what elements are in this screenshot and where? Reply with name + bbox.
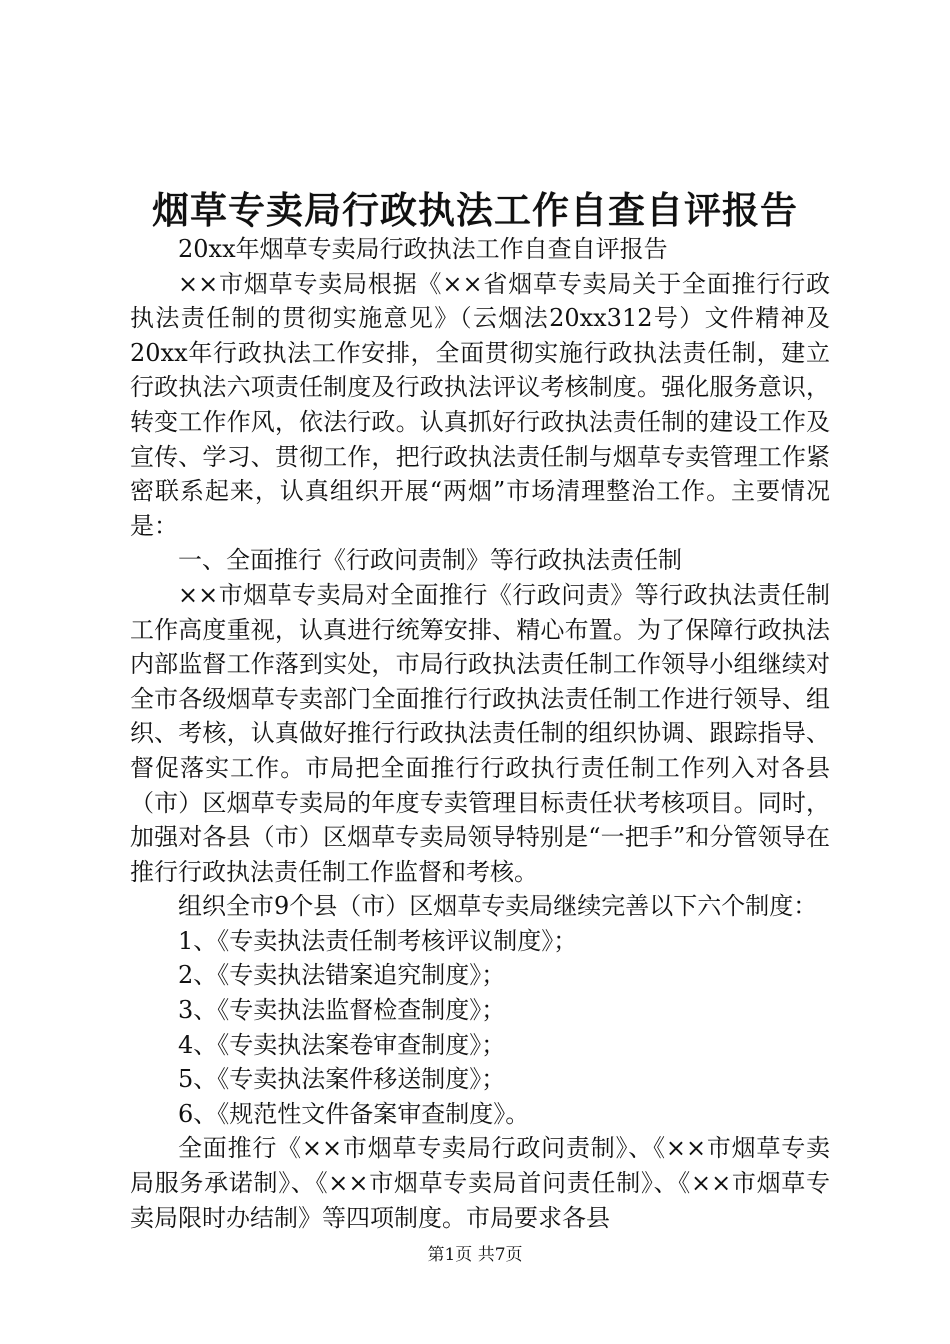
list-item: 4、《专卖执法案卷审查制度》； (178, 1030, 506, 1059)
list-item: 6、《规范性文件备案审查制度》。 (178, 1099, 530, 1128)
document-body (130, 232, 830, 1235)
list-item: 3、《专卖执法监督检查制度》； (178, 996, 506, 1025)
page-footer: 第1页 共7页 (427, 1245, 523, 1265)
list-item: 5、《专卖执法案件移送制度》； (178, 1065, 506, 1094)
list-item: 1、《专卖执法责任制考核评议制度》； (178, 926, 578, 955)
document-title: 烟草专卖局行政执法工作自查自评报告 (152, 188, 798, 232)
section-heading: 一、全面推行《行政问责制》等行政执法责任制 (178, 546, 682, 575)
body-paragraph: 全面推行《××市烟草专卖局行政问责制》、《××市烟草专卖局服务承诺制》、《××市烟草专卖局首问责任制》、《××市烟草专卖局限时办结制》等四项制度。市局要求各县 (130, 1134, 830, 1232)
body-paragraph: ××市烟草专卖局对全面推行《行政问责》等行政执法责任制工作高度重视，认真进行统筹安排、精心布置。为了保障行政执法内部监督工作落到实处，市局行政执法责任制工作领导小组继续对全市各级烟草专卖部门全面推行行政执法责任制工作进行领导、组织、考核，认真做好推行行政执法责任制的组织协调、跟踪指导、督促落实工作。市局把全面推行行政执行责任制工作列入对各县（市）区烟草专卖局的年度专卖管理目标责任状考核项目。同时，加强对各县（市）区烟草专卖局领导特别是“一把手”和分管领导在推行行政执法责任制工作监督和考核。 (130, 580, 830, 886)
list-item: 2、《专卖执法错案追究制度》； (178, 961, 506, 990)
body-paragraph: ××市烟草专卖局根据《××省烟草专卖局关于全面推行行政执法责任制的贯彻实施意见》（云烟法20xx312号）文件精神及20xx年行政执法工作安排，全面贯彻实施行政执法责任制，建立行政执法六项责任制度及行政执法评议考核制度。强化服务意识，转变工作作风，依法行政。认真抓好行政执法责任制的建设工作及宣传、学习、贯彻工作，把行政执法责任制与烟草专卖管理工作紧密联系起来，认真组织开展“两烟”市场清理整治工作。主要情况是： (130, 269, 830, 540)
body-paragraph: 组织全市9个县（市）区烟草专卖局继续完善以下六个制度： (178, 892, 818, 921)
subtitle-paragraph: 20xx年烟草专卖局行政执法工作自查自评报告 (178, 235, 668, 263)
